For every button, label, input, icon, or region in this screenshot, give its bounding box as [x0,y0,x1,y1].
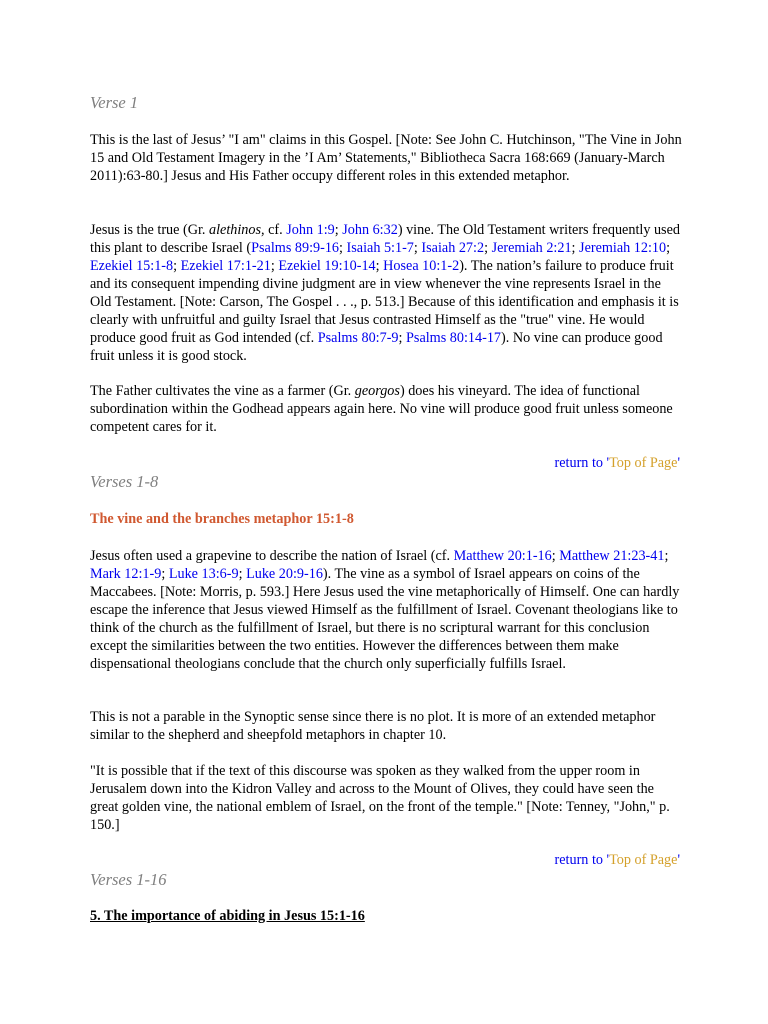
ref-link-psalms-80-7[interactable]: Psalms 80:7-9 [317,330,399,346]
verses-1-16-heading: Verses 1-16 [90,870,167,889]
verses-1-8-paragraph-2: This is not a parable in the Synoptic sense since there is no plot. It is more of an extended metaphor similar to the shepherd and sheepfold metaphors in chapter 10. [90,709,656,743]
ref-link-psalms-80-14[interactable]: Psalms 80:14-17 [406,330,502,346]
vine-branches-subheading: The vine and the branches metaphor 15:1-8 [90,511,354,527]
top-of-page-link[interactable]: Top of Page [609,455,678,471]
ref-link-hosea-10[interactable]: Hosea 10:1-2 [383,258,460,274]
top-of-page-link[interactable]: Top of Page [609,852,678,868]
ref-link-jeremiah-12[interactable]: Jeremiah 12:10 [579,240,667,256]
verses-1-8-paragraph-3: "It is possible that if the text of this discourse was spoken as they walked from the upper room in Jerusalem down into the Kidron Valley and across to the Mount of Olives, they could have seen the great golden vine, the national emblem of Israel, on the front of the temple." [Note: Tenney, "John," p. 150.] [90,763,670,833]
abiding-section-heading: 5. The importance of abiding in Jesus 15:1-16 [90,908,365,924]
verse-1-paragraph-1: This is the last of Jesus’ "I am" claims in this Gospel. [Note: See John C. Hutchinson, "The Vine in John 15 and Old Testament Imagery in the ’I Am’ Statements," Bibliotheca Sacra 168:669 (January-March 2011):63-80.] Jesus and His Father occupy different roles in this extended metaphor. [90,132,682,184]
verse-1-paragraph-3: The Father cultivates the vine as a farmer (Gr. georgos) does his vineyard. The idea of functional subordination within the Godhead appears again here. No vine will produce good fruit unless someone competent cares for it. [90,383,673,435]
ref-link-psalms-89[interactable]: Psalms 89:9-16 [251,240,340,256]
ref-link-matthew-21[interactable]: Matthew 21:23-41 [559,548,665,564]
ref-link-john-6-32[interactable]: John 6:32 [342,222,398,238]
ref-link-jeremiah-2[interactable]: Jeremiah 2:21 [491,240,572,256]
return-to-top-link-2: return to 'Top of Page' [554,852,680,868]
greek-term: georgos [354,383,400,399]
return-to-top-link-1: return to 'Top of Page' [554,455,680,471]
verse-1-heading: Verse 1 [90,93,139,112]
ref-link-mark-12[interactable]: Mark 12:1-9 [90,566,162,582]
verses-1-8-paragraph-1: Jesus often used a grapevine to describe the nation of Israel (cf. Matthew 20:1-16; Matthew 21:23-41; Mark 12:1-9; Luke 13:6-9; Luke 20:9-16). The vine as a symbol of Israel appears on coins of the Maccabees. [Note: Morris, p. 593.] Here Jesus used the vine metaphorically of Himself. One can hardly escape the inference that Jesus viewed Himself as the fulfillment of Israel. Covenant theologians like to think of the church as the fulfillment of Israel, but there is no scriptural warrant for this conclusion except the similarities between the two entities. However the differences between them make dispensational theologians conclude that the church only superficially fulfills Israel. [90,548,680,672]
ref-link-luke-13[interactable]: Luke 13:6-9 [168,566,239,582]
ref-link-luke-20[interactable]: Luke 20:9-16 [246,566,323,582]
verses-1-8-heading: Verses 1-8 [90,472,159,491]
greek-term: alethinos [209,222,262,238]
ref-link-isaiah-27[interactable]: Isaiah 27:2 [421,240,485,256]
verse-1-paragraph-2: Jesus is the true (Gr. alethinos, cf. John 1:9; John 6:32) vine. The Old Testament writers frequently used this plant to describe Israel (Psalms 89:9-16; Isaiah 5:1-7; Isaiah 27:2; Jeremiah 2:21; Jeremiah 12:10; Ezekiel 15:1-8; Ezekiel 17:1-21; Ezekiel 19:10-14; Hosea 10:1-2). The nation’s failure to produce fruit and its consequent impending divine judgment are in view whenever the vine represents Israel in the Old Testament. [Note: Carson, The Gospel . . ., p. 513.] Because of this identification and emphasis it is clearly with unfruitful and guilty Israel that Jesus contrasted Himself as the "true" vine. He would produce good fruit as God intended (cf. Psalms 80:7-9; Psalms 80:14-17). No vine can produce good fruit unless it is good stock. [90,222,680,364]
ref-link-ezekiel-17[interactable]: Ezekiel 17:1-21 [180,258,271,274]
ref-link-isaiah-5[interactable]: Isaiah 5:1-7 [346,240,414,256]
ref-link-matthew-20[interactable]: Matthew 20:1-16 [453,548,552,564]
ref-link-ezekiel-15[interactable]: Ezekiel 15:1-8 [90,258,174,274]
ref-link-ezekiel-19[interactable]: Ezekiel 19:10-14 [278,258,376,274]
ref-link-john-1-9[interactable]: John 1:9 [286,222,335,238]
